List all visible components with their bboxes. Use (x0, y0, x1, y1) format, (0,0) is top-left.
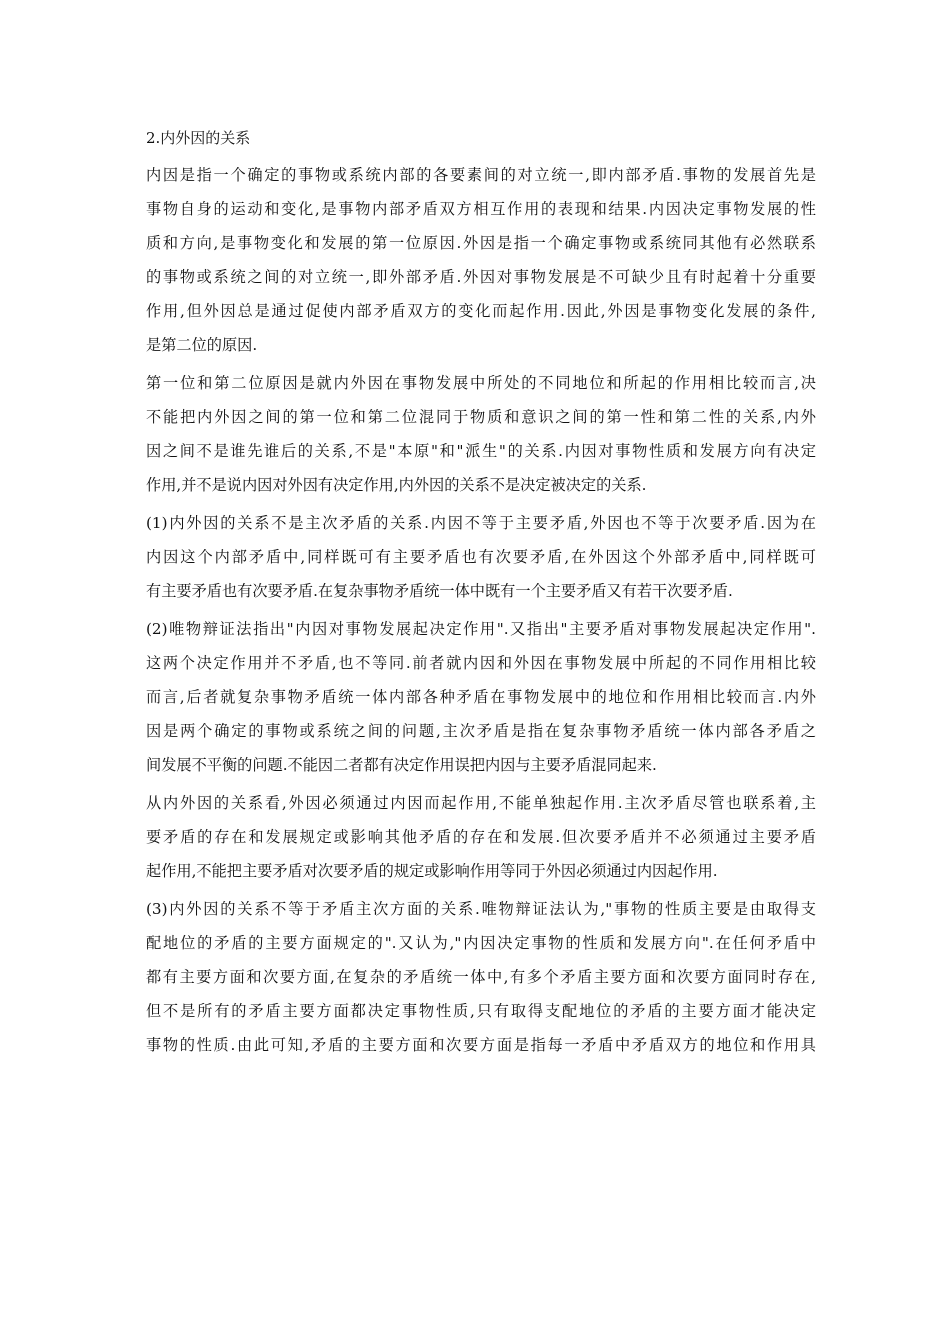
text-line: 都有主要方面和次要方面,在复杂的矛盾统一体中,有多个矛盾主要方面和次要方面同时存在, (146, 968, 816, 986)
text-line: 而言,后者就复杂事物矛盾统一体内部各种矛盾在事物发展中的地位和作用相比较而言.内外 (146, 688, 816, 706)
text-line: 的事物或系统之间的对立统一,即外部矛盾.外因对事物发展是不可缺少且有时起着十分重要 (146, 268, 816, 286)
text-line: 不能把内外因之间的第一位和第二位混同于物质和意识之间的第一性和第二性的关系,内外 (146, 408, 816, 426)
section-heading: 2.内外因的关系 (146, 129, 251, 147)
text-line: 有主要矛盾也有次要矛盾.在复杂事物矛盾统一体中既有一个主要矛盾又有若干次要矛盾. (146, 582, 733, 600)
text-line: 间发展不平衡的问题.不能因二者都有决定作用误把内因与主要矛盾混同起来. (146, 756, 657, 774)
text-line: 事物自身的运动和变化,是事物内部矛盾双方相互作用的表现和结果.内因决定事物发展的性 (146, 200, 816, 218)
text-line: 是第二位的原因. (146, 336, 258, 354)
paragraph-point-3 (146, 892, 816, 1062)
text-line: 因之间不是谁先谁后的关系,不是"本原"和"派生"的关系.内因对事物性质和发展方向有决定 (146, 442, 816, 460)
document-page (146, 124, 816, 1066)
paragraph-relation-view (146, 786, 816, 888)
paragraph-point-2 (146, 612, 816, 782)
paragraph-internal-external-causes (146, 158, 816, 362)
text-line: 要矛盾的存在和发展规定或影响其他矛盾的存在和发展.但次要矛盾并不必须通过主要矛盾 (146, 828, 816, 846)
paragraph-first-second-cause (146, 366, 816, 502)
text-line: 作用,但外因总是通过促使内部矛盾双方的变化而起作用.因此,外因是事物变化发展的条件, (146, 302, 816, 320)
text-line: (3)内外因的关系不等于矛盾主次方面的关系.唯物辩证法认为,"事物的性质主要是由取得支 (146, 900, 816, 918)
text-line: 起作用,不能把主要矛盾对次要矛盾的规定或影响作用等同于外因必须通过内因起作用. (146, 862, 718, 880)
text-line: 内因这个内部矛盾中,同样既可有主要矛盾也有次要矛盾,在外因这个外部矛盾中,同样既可 (146, 548, 816, 566)
paragraph-point-1 (146, 506, 816, 608)
text-line: 因是两个确定的事物或系统之间的问题,主次矛盾是指在复杂事物矛盾统一体内部各矛盾之 (146, 722, 816, 740)
text-line: 质和方向,是事物变化和发展的第一位原因.外因是指一个确定事物或系统同其他有必然联系 (146, 234, 816, 252)
text-line: 但不是所有的矛盾主要方面都决定事物性质,只有取得支配地位的矛盾的主要方面才能决定 (146, 1002, 816, 1020)
text-line: 内因是指一个确定的事物或系统内部的各要素间的对立统一,即内部矛盾.事物的发展首先是 (146, 166, 816, 184)
text-line: 这两个决定作用并不矛盾,也不等同.前者就内因和外因在事物发展中所起的不同作用相比较 (146, 654, 816, 672)
text-line: 事物的性质.由此可知,矛盾的主要方面和次要方面是指每一矛盾中矛盾双方的地位和作用具 (146, 1036, 816, 1054)
text-line: (2)唯物辩证法指出"内因对事物发展起决定作用".又指出"主要矛盾对事物发展起决定作用". (146, 620, 816, 638)
text-line: 配地位的矛盾的主要方面规定的".又认为,"内因决定事物的性质和发展方向".在任何矛盾中 (146, 934, 816, 952)
text-line: (1)内外因的关系不是主次矛盾的关系.内因不等于主要矛盾,外因也不等于次要矛盾.因为在 (146, 514, 816, 532)
text-line: 从内外因的关系看,外因必须通过内因而起作用,不能单独起作用.主次矛盾尽管也联系着,主 (146, 794, 816, 812)
text-line: 作用,并不是说内因对外因有决定作用,内外因的关系不是决定被决定的关系. (146, 476, 647, 494)
text-line: 第一位和第二位原因是就内外因在事物发展中所处的不同地位和所起的作用相比较而言,决 (146, 374, 816, 392)
